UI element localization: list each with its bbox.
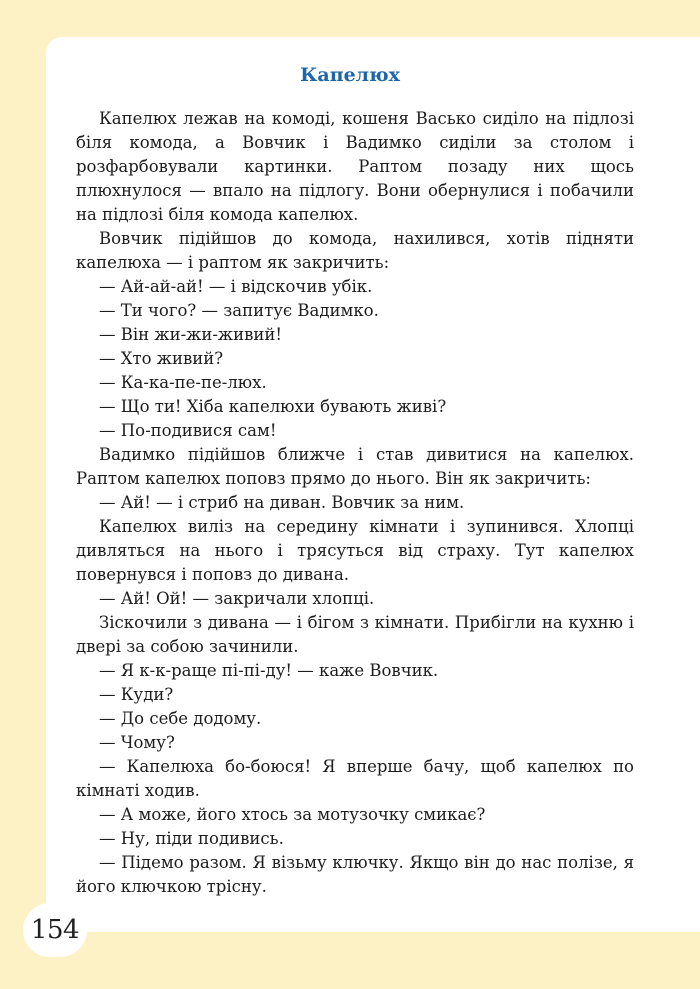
dialogue-line: — Ай-ай-ай! — і відскочив убік. [99, 277, 373, 296]
dialogue-line: — Він жи-жи-живий! [99, 325, 282, 344]
paragraph: Капелюх виліз на середину кімнати і зупинився. Хлопці дивляться на нього і трясуться від страху. Тут капелюх повернувся і поповз до дивана. [76, 517, 634, 584]
story-title: Капелюх [300, 64, 400, 86]
dialogue-line: — Ай! Ой! — закричали хлопці. [99, 589, 375, 608]
dialogue-line: — Чому? [99, 733, 175, 752]
dialogue-line: — По-подивися сам! [99, 421, 277, 440]
dialogue-line: — Ка-ка-пе-пе-люх. [99, 373, 267, 392]
page-number: 154 [23, 903, 87, 957]
dialogue-line: — Підемо разом. Я візьму ключку. Якщо він до нас полізе, я його ключкою трісну. [76, 853, 634, 896]
dialogue-line: — А може, його хтось за мотузочку смикає? [99, 805, 486, 824]
dialogue-line: — Ти чого? — запитує Вадимко. [99, 301, 379, 320]
paragraph: Вадимко підійшов ближче і став дивитися на капелюх. Раптом капелюх поповз прямо до нього. Він як закричить: [76, 445, 634, 488]
dialogue-line: — Капелюха бо-боюся! Я вперше бачу, щоб капелюх по кімнаті ходив. [76, 757, 634, 800]
paragraph: Капелюх лежав на комоді, кошеня Васько сиділо на підлозі біля комода, а Вовчик і Вадимко сиділи за столом і розфарбовували картинки. Раптом позаду них щось плюхнулося — впало на підлогу. Вони обернулися і побачили на підлозі біля комода капелюх. [76, 109, 634, 224]
story-text [76, 107, 634, 899]
paragraph: Зіскочили з дивана — і бігом з кімнати. Прибігли на кухню і двері за собою зачинили. [76, 613, 634, 656]
paragraph: Вовчик підійшов до комода, нахилився, хотів підняти капелюха — і раптом як закричить: [76, 229, 634, 272]
dialogue-line: — Ну, піди подивись. [99, 829, 284, 848]
dialogue-line: — Куди? [99, 685, 174, 704]
dialogue-line: — Я к-к-раще пі-пі-ду! — каже Вовчик. [99, 661, 439, 680]
dialogue-line: — Хто живий? [99, 349, 224, 368]
dialogue-line: — Ай! — і стриб на диван. Вовчик за ним. [99, 493, 465, 512]
dialogue-line: — Що ти! Хіба капелюхи бувають живі? [99, 397, 447, 416]
dialogue-line: — До себе додому. [99, 709, 262, 728]
